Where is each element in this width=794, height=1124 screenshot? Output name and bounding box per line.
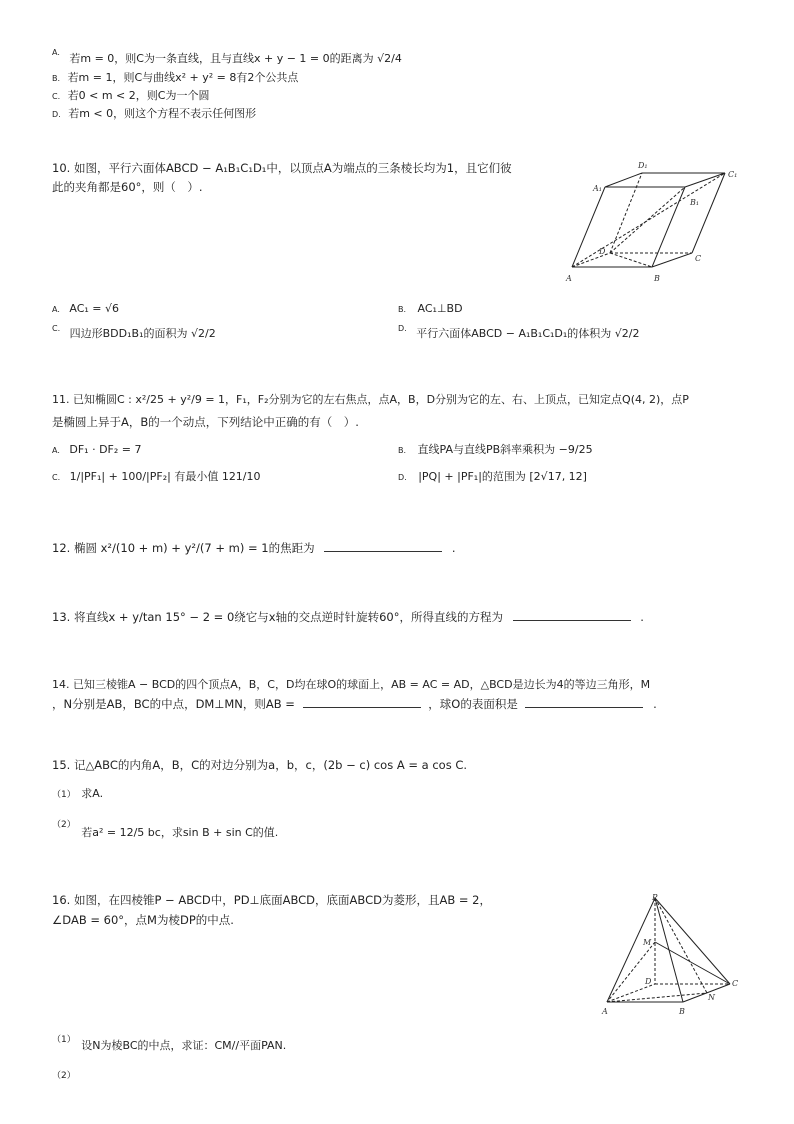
option-letter: B. (398, 446, 407, 455)
q14-blank-area[interactable] (525, 696, 643, 708)
label-n: N (708, 993, 715, 1002)
part-number: （2） (52, 1071, 76, 1081)
option-text: DF₁ · DF₂ = 7 (69, 443, 142, 456)
q14-text-b: ，球O的表面积是 (428, 697, 518, 711)
option-letter: C. (52, 92, 61, 101)
q16-stem-line2: ∠DAB = 60°，点M为棱DP的中点. (52, 913, 234, 927)
part-number: （2） (52, 820, 76, 830)
option-text: 若m < 0，则这个方程不表示任何图形 (68, 107, 257, 120)
q15-stem: 15. 记△ABC的内角A，B，C的对边分别为a，b，c，(2b − c) cos A = a cos C. (52, 758, 468, 772)
option-text: AC₁⊥BD (417, 302, 463, 315)
option-text: 直线PA与直线PB斜率乘积为 −9/25 (417, 443, 593, 456)
q11-option-a (52, 443, 142, 458)
option-letter: A. (52, 48, 60, 57)
option-text: 若m = 1，则C与曲线x² + y² = 8有2个公共点 (67, 71, 299, 84)
part-number: （1） (52, 790, 76, 800)
q9-option-b (52, 71, 298, 86)
label-d: D (645, 977, 652, 986)
option-letter: B. (398, 305, 407, 314)
option-text: 平行六面体ABCD − A₁B₁C₁D₁的体积为 √2/2 (416, 327, 640, 340)
q12-answer-blank[interactable] (324, 540, 442, 552)
q16-part2 (52, 1068, 76, 1083)
q14-stem-line2 (52, 696, 657, 712)
q11-option-b (398, 443, 593, 458)
q10-option-d (398, 322, 640, 341)
q14-blank-ab[interactable] (303, 696, 421, 708)
q12-end: . (451, 541, 456, 555)
q9-option-d (52, 107, 256, 122)
q15-part1 (52, 787, 103, 802)
option-letter: C. (52, 473, 61, 482)
q9-option-a (52, 46, 402, 66)
q12 (52, 540, 456, 556)
option-letter: A. (52, 446, 60, 455)
option-text: 若0 < m < 2，则C为一个圆 (67, 89, 210, 102)
q10-stem-line2: 此的夹角都是60°，则（ ）. (52, 180, 203, 194)
q15-part2 (52, 818, 278, 840)
part-text: 设N为棱BC的中点，求证：CM//平面PAN. (81, 1039, 287, 1052)
option-letter: B. (52, 74, 61, 83)
q12-text: 12. 椭圆 x²/(10 + m) + y²/(7 + m) = 1的焦距为 (52, 541, 315, 555)
option-text: AC₁ = √6 (69, 302, 120, 315)
q11-option-c (52, 470, 261, 485)
q13-end: . (640, 610, 644, 624)
q13-answer-blank[interactable] (513, 609, 631, 621)
label-c: C (695, 254, 702, 263)
q14-end: . (653, 697, 657, 711)
label-d1: D₁ (638, 161, 648, 170)
label-b: B (654, 274, 660, 283)
option-letter: A. (52, 305, 60, 314)
q16-part1 (52, 1033, 286, 1053)
option-text: 四边形BDD₁B₁的面积为 √2/2 (69, 327, 216, 340)
q9-option-c (52, 89, 209, 104)
q13 (52, 609, 644, 625)
label-d: D (599, 247, 606, 256)
part-number: （1） (52, 1035, 76, 1045)
q16-stem-line1: 16. 如图，在四棱锥P − ABCD中，PD⊥底面ABCD，底面ABCD为菱形，且AB = 2， (52, 893, 491, 907)
label-m: M (643, 938, 652, 947)
q10-option-c (52, 322, 216, 341)
q11-stem-line1: 11. 已知椭圆C : x²/25 + y²/9 = 1，F₁，F₂分别为它的左右焦点，点A，B，D分别为它的左、右、上顶点，已知定点Q(4, 2)，点P (52, 393, 689, 406)
part-text: 若a² = 12/5 bc，求sin B + sin C的值. (81, 826, 279, 839)
option-letter: C. (52, 324, 61, 333)
option-letter: D. (398, 473, 407, 482)
q10-option-b (398, 302, 463, 317)
q11-stem-line2: 是椭圆上异于A，B的一个动点，下列结论中正确的有（ ）. (52, 415, 359, 429)
q10-option-a (52, 302, 119, 317)
option-text: 1/|PF₁| + 100/|PF₂| 有最小值 121/10 (69, 470, 261, 483)
q13-text: 13. 将直线x + y/tan 15° − 2 = 0绕它与x轴的交点逆时针旋转60°，所得直线的方程为 (52, 610, 503, 624)
label-a: A (566, 274, 572, 283)
label-c1: C₁ (728, 170, 738, 179)
pyramid-figure (595, 890, 745, 1020)
part-text: 求A. (81, 787, 104, 800)
option-text: 若m = 0，则C为一条直线，且与直线x + y − 1 = 0的距离为 √2/4 (69, 52, 402, 65)
q11-option-d (398, 470, 587, 485)
option-text: |PQ| + |PF₁|的范围为 [2√17, 12] (418, 470, 587, 483)
option-letter: D. (52, 110, 61, 119)
label-b: B (679, 1007, 685, 1016)
label-p: P (652, 893, 658, 902)
q10-stem-line1: 10. 如图，平行六面体ABCD − A₁B₁C₁D₁中，以顶点A为端点的三条棱长均为1，且它们彼 (52, 161, 512, 175)
label-a1: A₁ (593, 184, 602, 193)
option-letter: D. (398, 324, 407, 333)
parallelepiped-figure (560, 155, 750, 290)
q14-text-a: ，N分别是AB，BC的中点，DM⊥MN，则AB = (52, 697, 295, 711)
label-b1: B₁ (690, 198, 700, 207)
label-a: A (602, 1007, 608, 1016)
q14-stem-line1: 14. 已知三棱锥A − BCD的四个顶点A，B，C，D均在球O的球面上，AB = AC = AD，△BCD是边长为4的等边三角形，M (52, 678, 651, 691)
label-c: C (732, 979, 739, 988)
